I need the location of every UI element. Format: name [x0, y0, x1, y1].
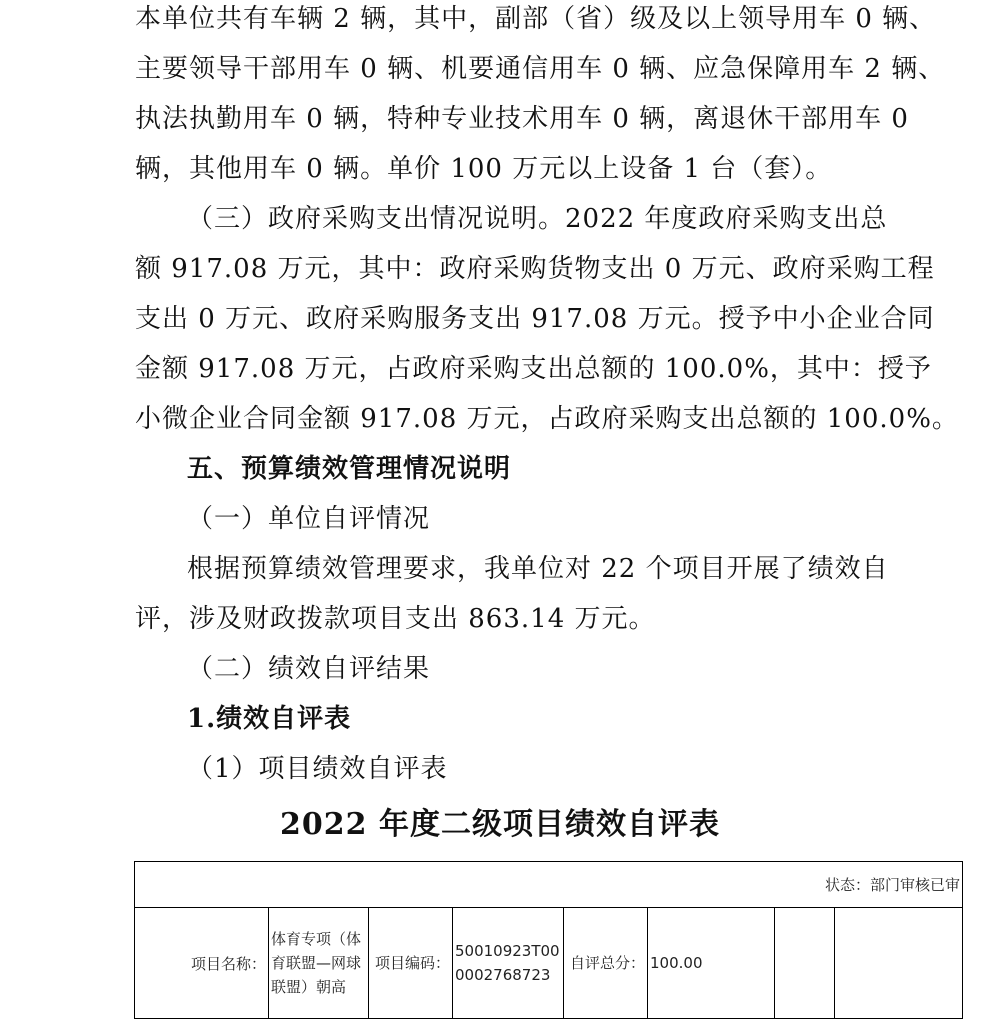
evaluation-table	[134, 861, 963, 1019]
text-line: 根据预算绩效管理要求，我单位对 22 个项目开展了绩效自	[187, 554, 889, 584]
text-line: 本单位共有车辆 2 辆，其中，副部（省）级及以上领导用车 0 辆、	[135, 4, 937, 34]
text-line: 主要领导干部用车 0 辆、机要通信用车 0 辆、应急保障用车 2 辆、	[135, 54, 946, 84]
section-heading: 五、预算绩效管理情况说明	[187, 454, 512, 484]
text-line: 辆，其他用车 0 辆。单价 100 万元以上设备 1 台（套）。	[135, 154, 833, 184]
score-value: 100.00	[648, 908, 775, 1019]
project-name-label: 项目名称：	[135, 908, 269, 1019]
status-cell	[135, 862, 963, 908]
project-code-value: 50010923T000002768723	[453, 908, 564, 1019]
empty-cell	[835, 908, 963, 1019]
text-line: 额 917.08 万元，其中：政府采购货物支出 0 万元、政府采购工程	[135, 254, 935, 284]
text-line: 评，涉及财政拨款项目支出 863.14 万元。	[135, 604, 656, 634]
project-name-value: 体育专项（体育联盟—网球联盟）朝高	[269, 908, 369, 1019]
status-text: 状态：部门审核已审	[824, 876, 960, 894]
table-title: 2022 年度二级项目绩效自评表	[280, 807, 720, 842]
subsection-heading: 1.绩效自评表	[187, 704, 352, 734]
text-line: 执法执勤用车 0 辆，特种专业技术用车 0 辆，离退休干部用车 0	[135, 104, 909, 134]
project-code-label: 项目编码：	[369, 908, 453, 1019]
table-row	[135, 908, 963, 1019]
subsection-heading: （一）单位自评情况	[187, 504, 431, 534]
text-line: 金额 917.08 万元，占政府采购支出总额的 100.0%，其中：授予	[135, 354, 932, 384]
text-line: （三）政府采购支出情况说明。2022 年度政府采购支出总	[187, 204, 888, 234]
text-line: 支出 0 万元、政府采购服务支出 917.08 万元。授予中小企业合同	[135, 304, 935, 334]
subsection-heading: （二）绩效自评结果	[187, 654, 431, 684]
empty-cell	[775, 908, 835, 1019]
subsection-heading: （1）项目绩效自评表	[187, 754, 448, 784]
text-line: 小微企业合同金额 917.08 万元，占政府采购支出总额的 100.0%。	[135, 404, 959, 434]
score-label: 自评总分：	[564, 908, 648, 1019]
